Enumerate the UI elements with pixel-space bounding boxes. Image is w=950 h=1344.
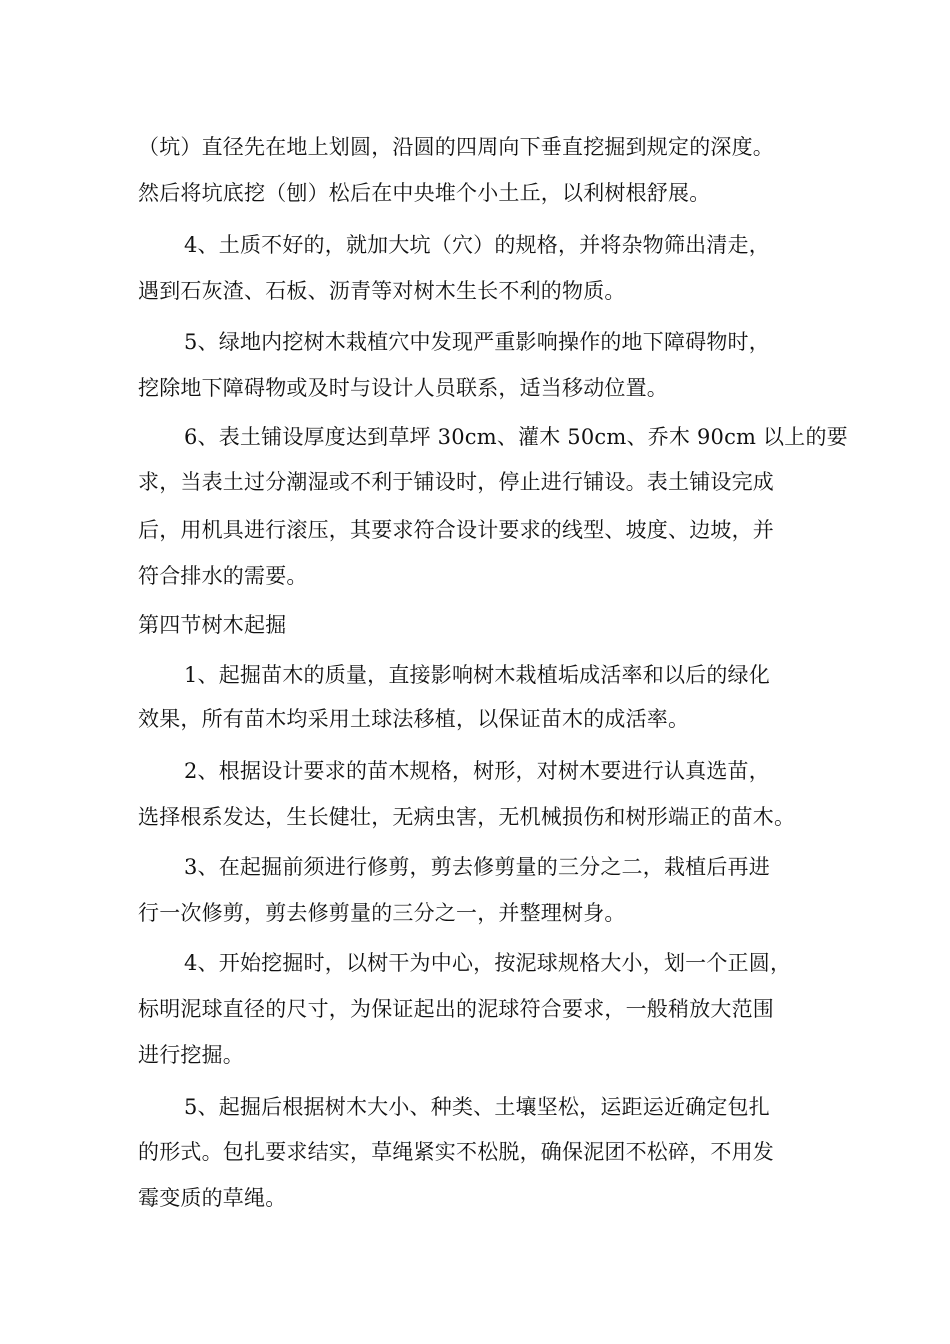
text-line: 霉变质的草绳。 (138, 1186, 287, 1210)
text-line: 5、起掘后根据树木大小、种类、土壤坚松，运距运近确定包扎 (184, 1095, 770, 1119)
text-line: 遇到石灰渣、石板、沥青等对树木生长不利的物质。 (138, 279, 626, 303)
text-line: 3、在起掘前须进行修剪，剪去修剪量的三分之二，栽植后再进 (184, 855, 770, 879)
text-line: 的形式。包扎要求结实，草绳紧实不松脱，确保泥团不松碎，不用发 (138, 1140, 774, 1164)
text-line: 2、根据设计要求的苗木规格，树形，对树木要进行认真选苗， (184, 759, 770, 783)
text-line: 挖除地下障碍物或及时与设计人员联系，适当移动位置。 (138, 376, 668, 400)
text-line: 效果，所有苗木均采用土球法移植，以保证苗木的成活率。 (138, 707, 690, 731)
text-line: 进行挖掘。 (138, 1043, 244, 1067)
text-line: 4、土质不好的，就加大坑（穴）的规格，并将杂物筛出清走， (184, 233, 770, 257)
text-line: 选择根系发达，生长健壮，无病虫害，无机械损伤和树形端正的苗木。 (138, 805, 796, 829)
text-line: 6、表土铺设厚度达到草坪 30cm、灌木 50cm、乔木 90cm 以上的要 (184, 425, 848, 449)
text-line: 求，当表土过分潮湿或不利于铺设时，停止进行铺设。表土铺设完成 (138, 470, 774, 494)
text-line: 4、开始挖掘时，以树干为中心，按泥球规格大小，划一个正圆， (184, 951, 792, 975)
text-line: 后，用机具进行滚压，其要求符合设计要求的线型、坡度、边坡，并 (138, 518, 774, 542)
text-line: 行一次修剪，剪去修剪量的三分之一，并整理树身。 (138, 901, 626, 925)
text-line: （坑）直径先在地上划圆，沿圆的四周向下垂直挖掘到规定的深度。 (138, 135, 774, 159)
text-line: 标明泥球直径的尺寸，为保证起出的泥球符合要求，一般稍放大范围 (138, 997, 774, 1021)
section-heading: 第四节树木起掘 (138, 613, 287, 637)
text-line: 1、起掘苗木的质量，直接影响树木栽植垢成活率和以后的绿化 (184, 663, 770, 687)
text-line: 5、绿地内挖树木栽植穴中发现严重影响操作的地下障碍物时， (184, 330, 770, 354)
text-line: 然后将坑底挖（刨）松后在中央堆个小土丘，以利树根舒展。 (138, 181, 711, 205)
text-line: 符合排水的需要。 (138, 564, 308, 588)
